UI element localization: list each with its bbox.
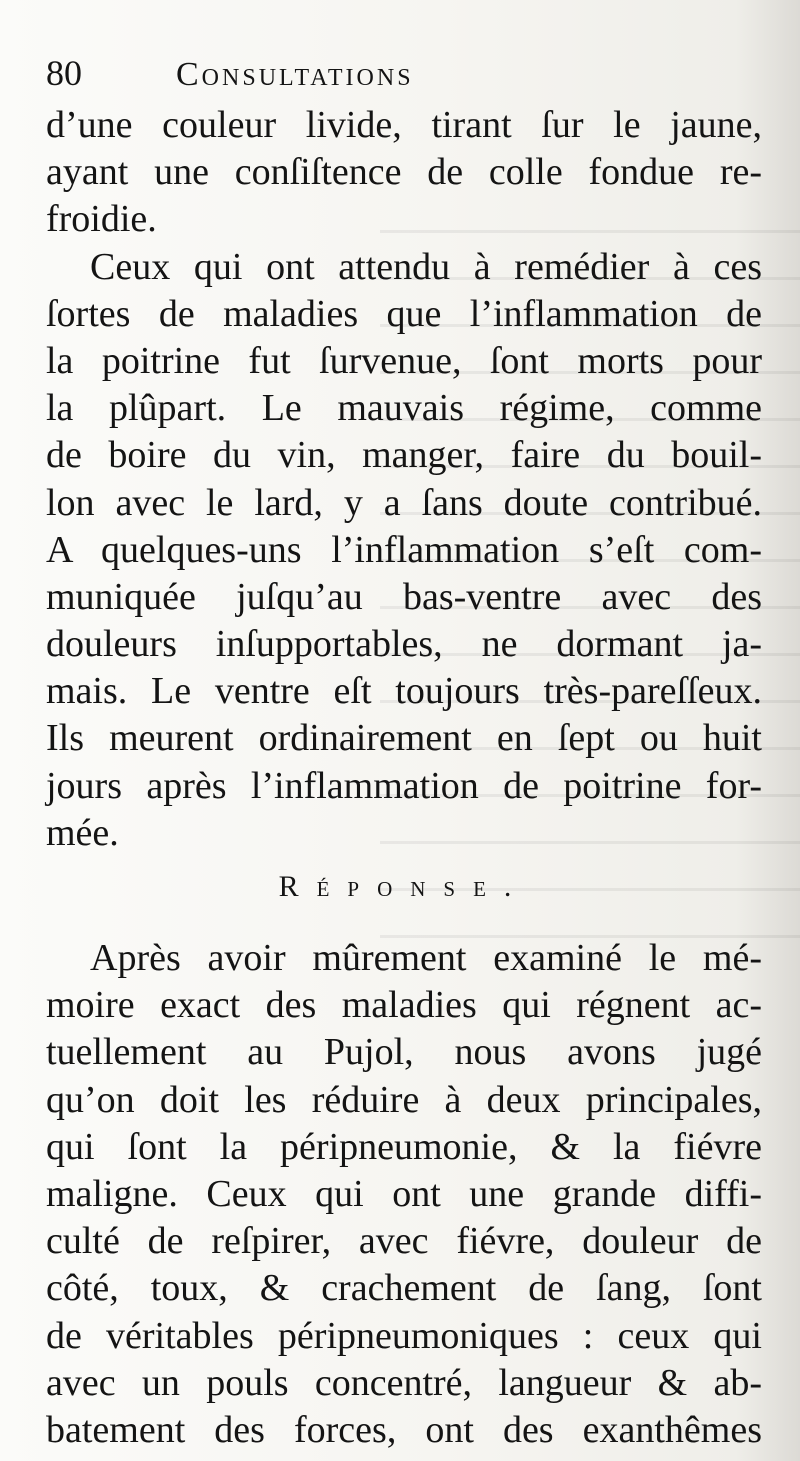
text-line: côté, toux, & crachement de ſang, ſont: [46, 1267, 762, 1310]
running-header: [46, 52, 762, 102]
text-line: moire exact des maladies qui régnent ac-: [46, 984, 762, 1027]
text-line: avec un pouls concentré, langueur & ab-: [46, 1361, 762, 1404]
text-line: A quelques-uns l’inflammation s’eſt com-: [46, 528, 762, 571]
section-heading: Réponse.: [278, 870, 530, 903]
text-line: ayant une conſiſtence de colle fondue re-: [46, 151, 762, 194]
text-line: douleurs inſupportables, ne dormant ja-: [46, 623, 762, 666]
page-number: 80: [46, 53, 82, 93]
text-line: culté de reſpirer, avec fiévre, douleur de: [46, 1220, 762, 1263]
text-line: mais. Le ventre eſt toujours très-pareſſeux.: [46, 670, 762, 713]
paragraph-1: [46, 102, 762, 244]
running-title: Consultations: [176, 56, 414, 93]
text-line: qu’on doit les réduire à deux principales,: [46, 1078, 762, 1121]
paragraph-3: [46, 935, 762, 1454]
text-line: Après avoir mûrement examiné le mé-: [90, 937, 762, 979]
text-line: ſortes de maladies que l’inflammation de: [46, 292, 762, 335]
text-line: Ils meurent ordinairement en ſept ou huit: [46, 717, 762, 760]
text-line: mée.: [46, 811, 119, 854]
text-line: de véritables péripneumoniques : ceux qui: [46, 1314, 762, 1357]
text-line: tuellement au Pujol, nous avons jugé: [46, 1031, 762, 1074]
text-line: batement des forces, ont des exanthêmes: [46, 1408, 762, 1451]
text-line: de boire du vin, manger, faire du bouil-: [46, 434, 762, 477]
text-line: froidie.: [46, 198, 157, 241]
text-line: jours après l’inflammation de poitrine for-: [46, 764, 762, 807]
text-line: la plûpart. Le mauvais régime, comme: [46, 387, 762, 430]
text-line: maligne. Ceux qui ont une grande diffi-: [46, 1172, 762, 1215]
paragraph-2: [46, 244, 762, 857]
text-line: la poitrine fut ſurvenue, ſont morts pour: [46, 339, 762, 382]
text-line: qui ſont la péripneumonie, & la fiévre: [46, 1125, 762, 1168]
text-line: lon avec le lard, y a ſans doute contribué.: [46, 481, 762, 524]
text-line: muniquée juſqu’au bas-ventre avec des: [46, 575, 762, 618]
text-line: Ceux qui ont attendu à remédier à ces: [90, 245, 762, 288]
page-text: [46, 52, 762, 1454]
text-line: d’une couleur livide, tirant ſur le jaune,: [46, 104, 762, 146]
